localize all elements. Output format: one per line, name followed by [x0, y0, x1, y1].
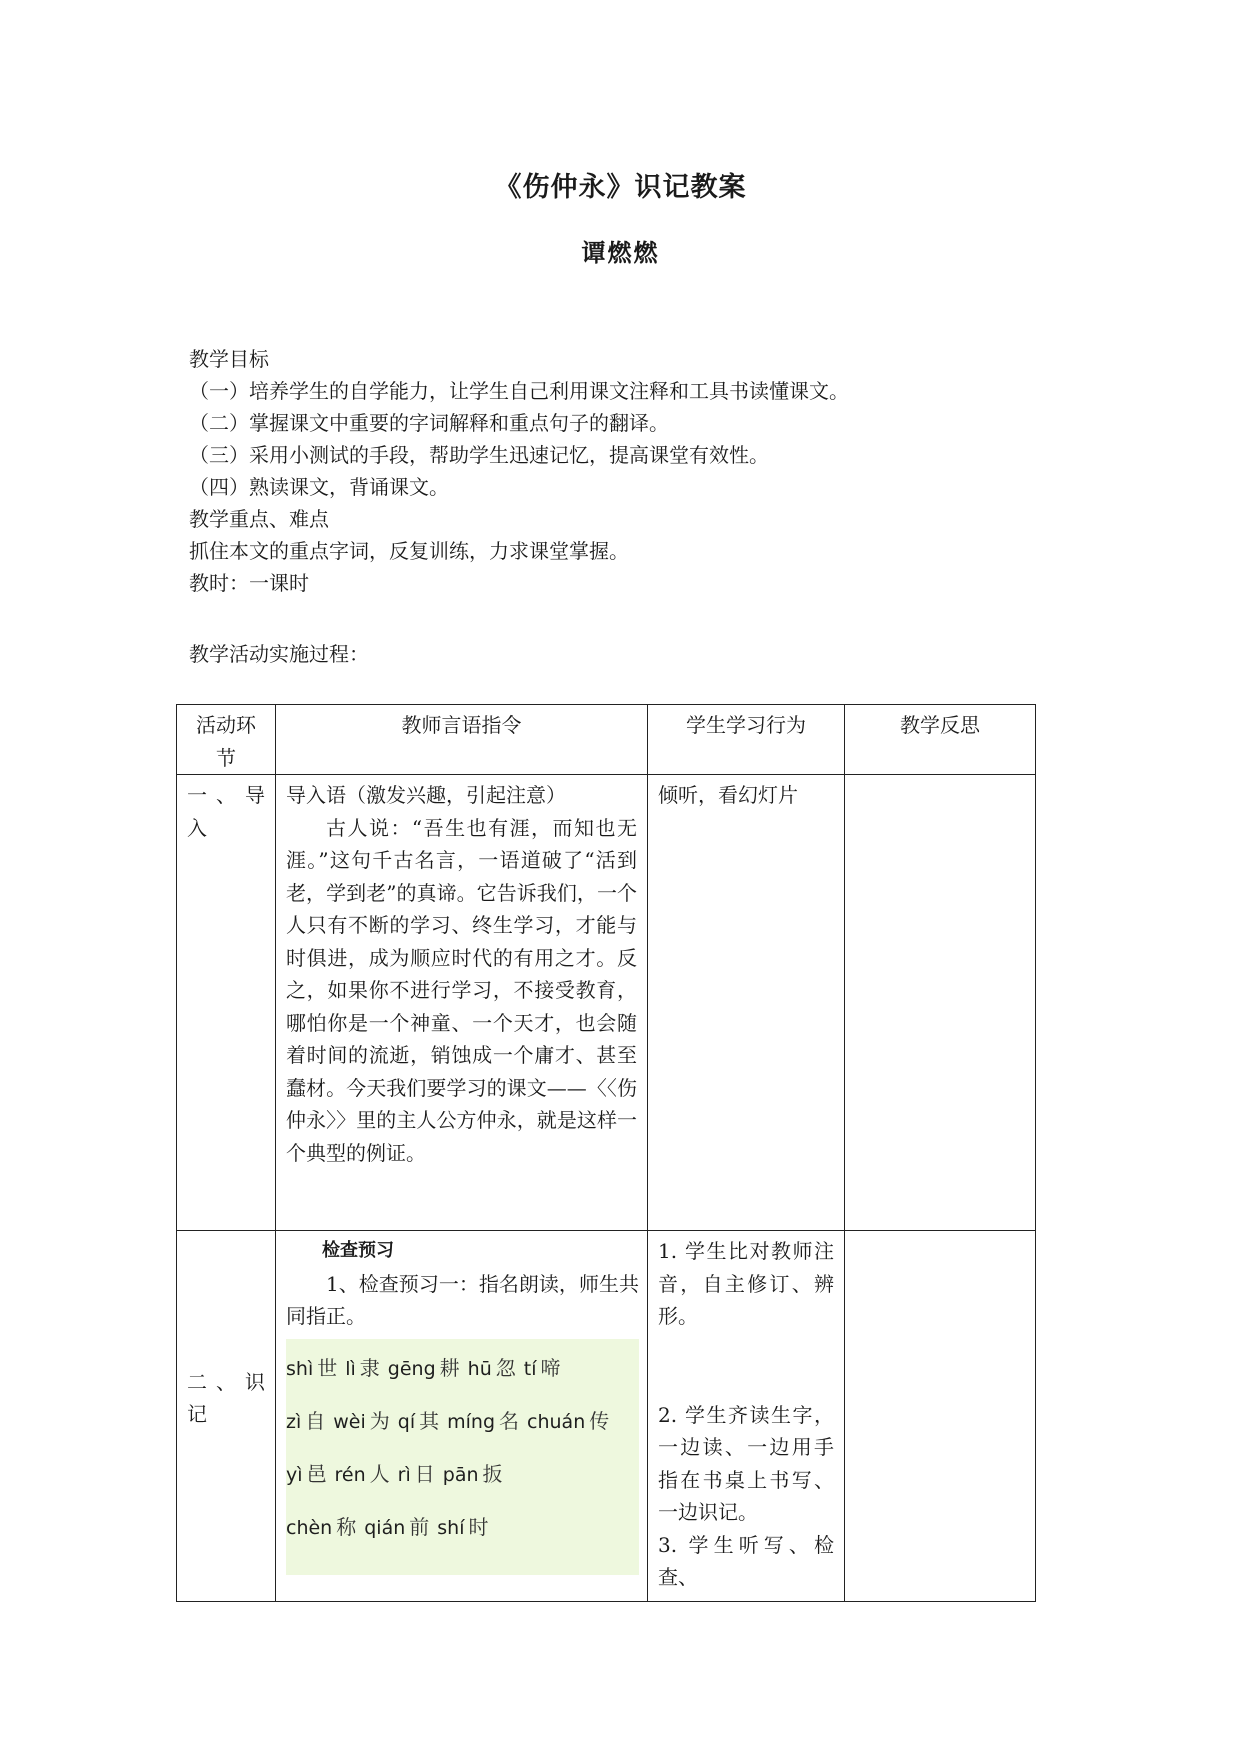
table-row [177, 775, 1036, 1231]
character: 隶 [359, 1355, 380, 1380]
process-label: 教学活动实施过程： [189, 642, 369, 666]
pinyin: gēng [387, 1357, 436, 1380]
character: 邑 [306, 1461, 327, 1486]
table-row [177, 1231, 1036, 1602]
stage-cell: 一、导入 [187, 783, 265, 840]
pinyin: lì [345, 1357, 356, 1380]
pinyin-character-list [286, 1339, 639, 1575]
character: 其 [419, 1408, 440, 1433]
objective-item: （一）培养学生的自学能力，让学生自己利用课文注释和工具书读懂课文。 [189, 379, 849, 403]
student-item: 3. 学生听写、检查、 [658, 1532, 834, 1589]
pinyin: yì [286, 1463, 303, 1486]
header-reflection: 教学反思 [900, 713, 980, 737]
character: 自 [305, 1408, 326, 1433]
objectives-heading: 教学目标 [189, 347, 269, 371]
pinyin: shí [437, 1516, 465, 1539]
teacher-text: 1、检查预习一：指名朗读，师生共同指正。 [286, 1271, 639, 1328]
objectives-section [189, 343, 1089, 599]
document-author: 谭燃燃 [581, 239, 660, 267]
teacher-cell [276, 1231, 647, 1575]
student-item: 1. 学生比对教师注音，自主修订、辨形。 [658, 1239, 834, 1328]
pinyin: hū [467, 1357, 492, 1380]
reflection-cell [845, 775, 1035, 779]
pinyin: qí [397, 1410, 416, 1433]
pinyin-row [286, 1451, 639, 1504]
stage-cell: 二、识记 [187, 1369, 265, 1426]
pinyin: rì [397, 1463, 411, 1486]
character: 前 [409, 1514, 430, 1539]
character: 啼 [540, 1355, 561, 1380]
pinyin-row [286, 1345, 639, 1398]
character: 耕 [439, 1355, 460, 1380]
pinyin: shì [286, 1357, 314, 1380]
pinyin: chuán [527, 1410, 586, 1433]
teacher-heading: 检查预习 [322, 1240, 394, 1261]
character: 忽 [495, 1355, 516, 1380]
pinyin: qián [364, 1516, 406, 1539]
pinyin: míng [447, 1410, 496, 1433]
teacher-text: 古人说：“吾生也有涯，而知也无涯。”这句千古名言，一语道破了“活到老，学到老”的真谛。它告诉我们，一个人只有不断的学习、终生学习，才能与时俱进，成为顺应时代的有用之才。反之，如果你不进行学习，不接受教育，哪怕你是一个神童、一个天才，也会随着时间的流逝，销蚀成一个庸才、甚至蠢材。今天我们要学习的课文——〈〈伤仲永〉〉里的主人公方仲永，就是这样一个典型的例证。 [286, 815, 637, 1165]
objective-item: （四）熟读课文，背诵课文。 [189, 475, 449, 499]
header-teacher: 教师言语指令 [401, 713, 522, 737]
character: 称 [336, 1514, 357, 1539]
objective-item: （三）采用小测试的手段，帮助学生迅速记忆，提高课堂有效性。 [189, 443, 769, 467]
teacher-heading: 导入语（激发兴趣，引起注意） [286, 783, 566, 807]
character: 人 [369, 1461, 390, 1486]
teacher-cell [276, 775, 647, 1169]
class-hours: 教时：一课时 [189, 571, 309, 595]
student-cell [648, 1231, 844, 1594]
character: 日 [414, 1461, 435, 1486]
key-points-heading: 教学重点、难点 [189, 507, 329, 531]
character: 名 [499, 1408, 520, 1433]
pinyin: zì [286, 1410, 302, 1433]
document-title: 《伤仲永》识记教案 [494, 172, 747, 203]
reflection-cell [845, 1231, 1035, 1235]
pinyin: chèn [286, 1516, 333, 1539]
table-header-row [177, 705, 1036, 775]
character: 扳 [482, 1461, 503, 1486]
pinyin-row [286, 1398, 639, 1451]
pinyin: wèi [333, 1410, 366, 1433]
pinyin-row [286, 1504, 639, 1557]
objective-item: （二）掌握课文中重要的字词解释和重点句子的翻译。 [189, 411, 669, 435]
character: 传 [589, 1408, 610, 1433]
pinyin: pān [442, 1463, 479, 1486]
student-item: 2. 学生齐读生字，一边读、一边用手指在书桌上书写、一边识记。 [658, 1402, 834, 1524]
student-cell: 倾听，看幻灯片 [658, 783, 798, 807]
lesson-plan-table [176, 704, 1036, 1602]
key-points-text: 抓住本文的重点字词，反复训练，力求课堂掌握。 [189, 539, 629, 563]
character: 为 [369, 1408, 390, 1433]
header-stage: 活动环节 [196, 713, 256, 770]
header-student: 学生学习行为 [686, 713, 806, 737]
character: 时 [468, 1514, 489, 1539]
character: 世 [317, 1355, 338, 1380]
pinyin: rén [334, 1463, 366, 1486]
pinyin: tí [523, 1357, 537, 1380]
